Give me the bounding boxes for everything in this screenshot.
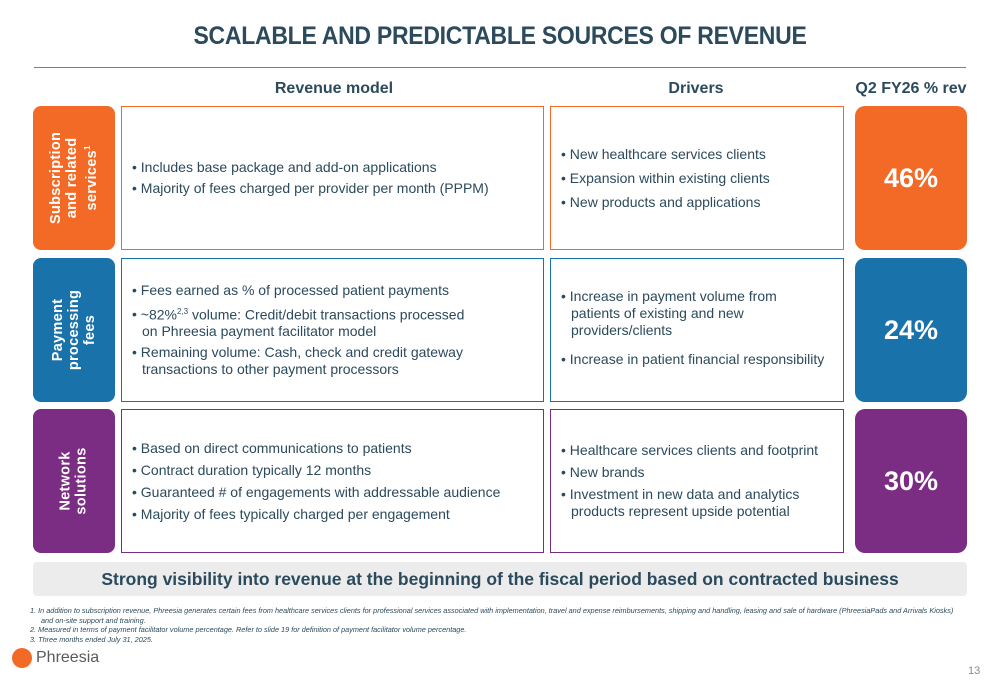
footnote-ref: 2,3 xyxy=(177,306,189,316)
list-item: • Contract duration typically 12 months xyxy=(132,462,533,479)
revenue-model-box-subscription xyxy=(121,106,544,250)
list-item: • Fees earned as % of processed patient payments xyxy=(132,282,533,299)
row-label-line: solutions xyxy=(74,447,90,515)
row-label-line: fees xyxy=(81,314,98,346)
drivers-box-network xyxy=(550,409,844,553)
logo-circle-icon xyxy=(12,648,32,668)
revenue-model-box-payment xyxy=(121,258,544,402)
list-item: • Expansion within existing clients xyxy=(561,170,833,187)
title-divider xyxy=(34,67,966,68)
list-item: • Increase in patient financial responsibility xyxy=(561,351,833,368)
list-item-text: volume: Credit/debit transactions processed on Phreesia payment facilitator model xyxy=(142,306,465,340)
list-item: • Guaranteed # of engagements with addressable audience xyxy=(132,484,533,501)
footnote: and on-site support and training. xyxy=(41,615,146,625)
drivers-box-payment xyxy=(550,258,844,402)
page-number: 13 xyxy=(968,665,981,677)
drivers-box-subscription xyxy=(550,106,844,250)
list-item: • Healthcare services clients and footprint xyxy=(561,442,833,459)
row-label-network-solutions xyxy=(33,409,115,553)
list-item: • Based on direct communications to patients xyxy=(132,440,533,457)
page-title: SCALABLE AND PREDICTABLE SOURCES OF REVENUE xyxy=(193,22,807,50)
row-label-subscription xyxy=(33,106,115,250)
footnote: 1. In addition to subscription revenue, Phreesia generates certain fees from healthcare services clients for professional services associated with implementation, travel and expense reimbursements, shipping and handling, leasing and sale of hardware (PhreesiaPads and Arrivals Kiosks) xyxy=(30,606,954,615)
percent-revenue-payment: 24% xyxy=(855,258,967,402)
percent-revenue-subscription: 46% xyxy=(855,106,967,250)
logo-text: Phreesia xyxy=(36,649,100,666)
row-label-line: Subscription xyxy=(48,131,65,225)
header-percent-revenue: Q2 FY26 % rev xyxy=(855,80,967,97)
header-drivers: Drivers xyxy=(668,80,724,97)
header-revenue-model: Revenue model xyxy=(274,80,394,97)
summary-banner: Strong visibility into revenue at the beginning of the fiscal period based on contracted business xyxy=(33,562,967,596)
row-label-line: and related xyxy=(64,137,81,219)
percent-revenue-network: 30% xyxy=(855,409,967,553)
list-item: • New healthcare services clients xyxy=(561,146,833,163)
row-label-line: processing xyxy=(65,289,82,371)
row-label-line: Payment xyxy=(49,298,66,362)
list-item: • New brands xyxy=(561,464,833,481)
list-item-text: ~82% xyxy=(140,306,177,323)
footnote: 2. Measured in terms of payment facilitator volume percentage. Refer to slide 19 for definition of payment facilitator volume percentage. xyxy=(30,625,467,634)
list-item: • Majority of fees typically charged per engagement xyxy=(132,506,533,523)
list-item xyxy=(132,303,533,341)
list-item: • Increase in payment volume from patients of existing and new providers/clients xyxy=(561,288,833,339)
list-item: • New products and applications xyxy=(561,194,833,211)
list-item: • Majority of fees charged per provider per month (PPPM) xyxy=(132,180,533,197)
row-label-payment-processing xyxy=(33,258,115,402)
list-item: • Investment in new data and analytics products represent upside potential xyxy=(561,486,833,520)
footnote: 3. Three months ended July 31, 2025. xyxy=(30,634,153,644)
footnote-ref: 1 xyxy=(83,145,93,151)
footnotes xyxy=(30,606,975,644)
list-item: • Includes base package and add-on applications xyxy=(132,159,533,176)
row-label-line: services xyxy=(83,150,100,211)
revenue-model-box-network xyxy=(121,409,544,553)
row-label-line: Network xyxy=(58,451,74,511)
phreesia-logo xyxy=(12,648,99,668)
list-item: • Remaining volume: Cash, check and credit gateway transactions to other payment processors xyxy=(132,344,533,378)
